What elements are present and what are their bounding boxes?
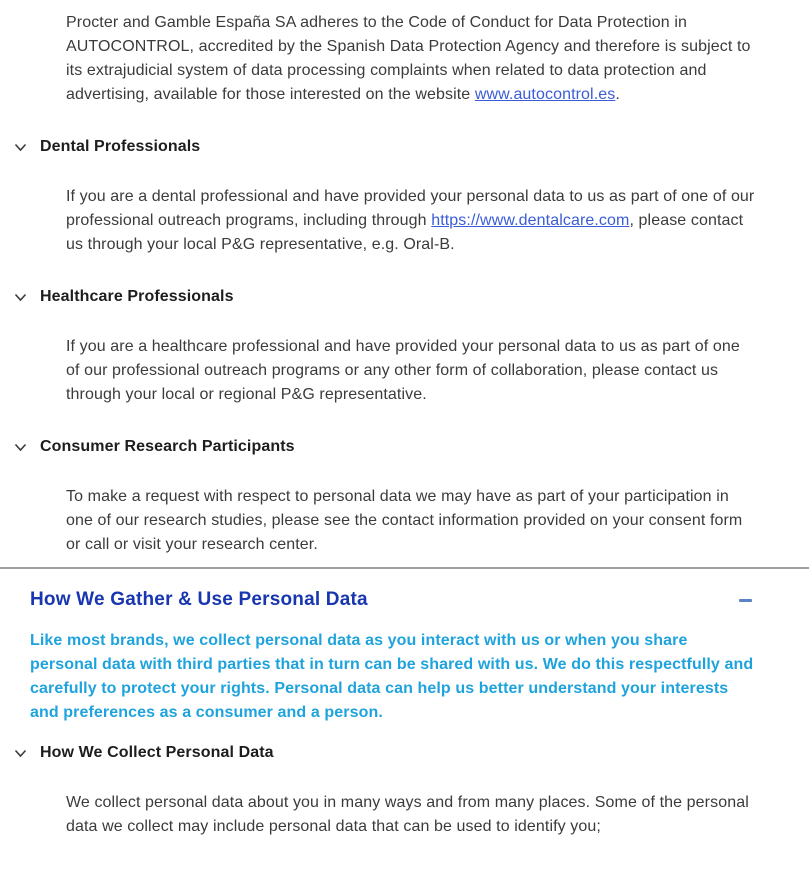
dental-paragraph-text: If you are a dental professional and have provided your personal data to us as part of one of our professional outreach programs, including [66, 188, 755, 229]
chevron-down-icon [14, 749, 27, 758]
accordion-toggle-dental-professionals[interactable] [0, 137, 809, 157]
autocontrol-paragraph-suffix: . [615, 86, 620, 103]
healthcare-professionals-paragraph: If you are a healthcare professional and have provided your personal data to us as part of one of our professional outreach programs or any other form of collaboration, please contact us through your local or regional P&G representative. [66, 338, 740, 403]
chevron-down-icon [14, 293, 27, 302]
dentalcare-link[interactable]: https://www.dentalcare.com [431, 212, 630, 229]
autocontrol-paragraph [66, 0, 755, 107]
section-intro-highlight: Like most brands, we collect personal data as you interact with us or when you share personal data with third parties that in turn can be shared with us. We do this respectfully and carefully to protect your rights. Personal data can help us better understand your interests and preferences as a consumer and a person. [30, 632, 754, 721]
how-we-collect-paragraph: We collect personal data about you in many ways and from many places. Some of the personal data we collect may include personal data that can be used to identify you; [66, 794, 749, 835]
dental-link-prefix: through [371, 212, 432, 229]
autocontrol-link-prefix: website [415, 86, 475, 103]
accordion-title-how-we-collect: How We Collect Personal Data [40, 744, 274, 761]
dental-paragraph-suffix: , please contact us through your local P&G representative, e.g. Oral-B. [66, 212, 744, 253]
chevron-down-icon [14, 143, 27, 152]
accordion-toggle-consumer-research-participants[interactable] [0, 437, 809, 457]
autocontrol-link[interactable]: www.autocontrol.es [474, 86, 616, 103]
chevron-down-icon [14, 443, 27, 452]
accordion-title-healthcare-professionals: Healthcare Professionals [40, 288, 234, 305]
dental-professionals-paragraph [66, 185, 755, 257]
section-header-how-we-gather[interactable] [0, 589, 809, 611]
accordion-toggle-how-we-collect[interactable] [0, 743, 809, 763]
accordion-toggle-healthcare-professionals[interactable] [0, 287, 809, 307]
accordion-title-dental-professionals: Dental Professionals [40, 138, 201, 155]
minus-icon[interactable] [739, 599, 752, 602]
section-divider [0, 567, 809, 569]
autocontrol-paragraph-text: Procter and Gamble España SA adheres to the Code of Conduct for Data Protection in AUTOCONTROL, accredited by the Spanish Data Protection Agency and therefore is subject to its extrajudicial system of data processing complaints when related to data protection and advertising, available for those interested on the [66, 14, 751, 103]
section-title: How We Gather & Use Personal Data [30, 589, 368, 610]
accordion-title-consumer-research-participants: Consumer Research Participants [40, 438, 295, 455]
consumer-research-paragraph: To make a request with respect to personal data we may have as part of your participation in one of our research studies, please see the contact information provided on your consent form or call or visit your research center. [66, 488, 743, 553]
